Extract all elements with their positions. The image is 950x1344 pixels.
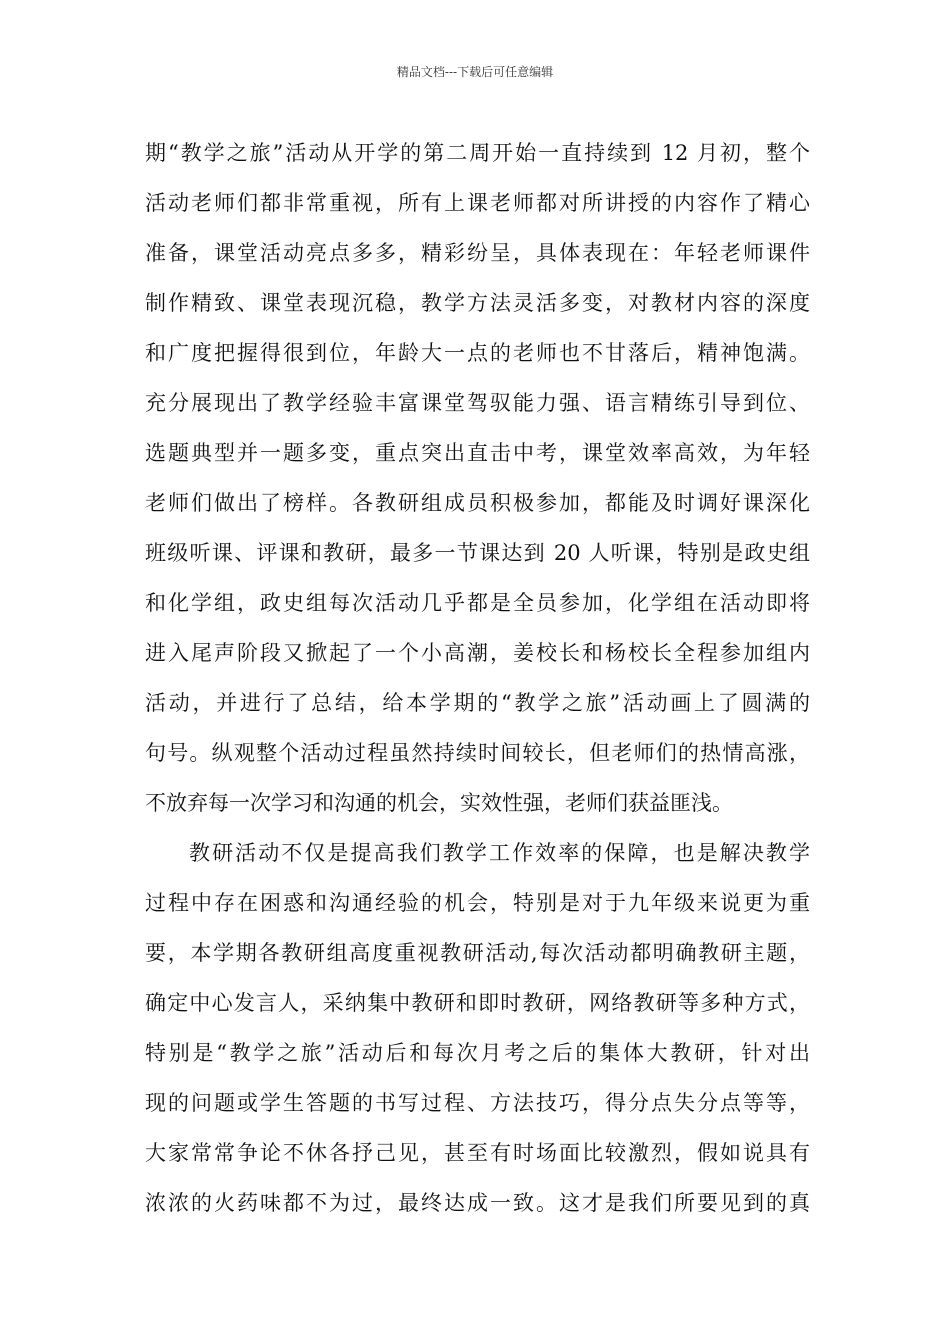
text-line: 大家常常争论不休各抒己见，甚至有时场面比较激烈，假如说具有	[145, 1141, 810, 1165]
text-line: 句号。纵观整个活动过程虽然持续时间较长，但老师们的热情高涨，	[145, 741, 810, 765]
text-line: 现的问题或学生答题的书写过程、方法技巧，得分点失分点等等，	[145, 1091, 810, 1115]
text-line: 要，本学期各教研组高度重视教研活动,每次活动都明确教研主题，	[145, 941, 810, 965]
text-line: 老师们做出了榜样。各教研组成员积极参加，都能及时调好课深化	[145, 491, 810, 515]
document-body	[145, 128, 810, 1228]
text-line: 进入尾声阶段又掀起了一个小高潮，姜校长和杨校长全程参加组内	[145, 641, 810, 665]
text-line: 选题典型并一题多变，重点突出直击中考，课堂效率高效，为年轻	[145, 441, 810, 465]
text-line: 活动，并进行了总结，给本学期的“教学之旅”活动画上了圆满的	[145, 691, 810, 715]
text-line: 和化学组，政史组每次活动几乎都是全员参加，化学组在活动即将	[145, 591, 810, 615]
text-line: 班级听课、评课和教研，最多一节课达到 20 人听课，特别是政史组	[145, 541, 810, 565]
text-line: 期“教学之旅”活动从开学的第二周开始一直持续到 12 月初，整个	[145, 141, 810, 165]
paragraph-1	[145, 128, 810, 828]
text-line: 活动老师们都非常重视，所有上课老师都对所讲授的内容作了精心	[145, 191, 810, 215]
text-line: 教研活动不仅是提高我们教学工作效率的保障，也是解决教学	[189, 841, 810, 865]
text-line: 确定中心发言人，采纳集中教研和即时教研，网络教研等多种方式，	[145, 991, 810, 1015]
text-line: 过程中存在困惑和沟通经验的机会，特别是对于九年级来说更为重	[145, 891, 810, 915]
text-line: 不放弃每一次学习和沟通的机会，实效性强，老师们获益匪浅。	[145, 791, 733, 815]
page-header: 精品文档---下载后可任意编辑	[396, 65, 554, 79]
text-line: 和广度把握得很到位，年龄大一点的老师也不甘落后，精神饱满。	[145, 341, 810, 365]
text-line: 充分展现出了教学经验丰富课堂驾驭能力强、语言精练引导到位、	[145, 391, 810, 415]
text-line: 准备，课堂活动亮点多多，精彩纷呈，具体表现在：年轻老师课件	[145, 241, 810, 265]
text-line: 特别是“教学之旅”活动后和每次月考之后的集体大教研，针对出	[145, 1041, 810, 1065]
text-line: 浓浓的火药味都不为过，最终达成一致。这才是我们所要见到的真	[145, 1191, 810, 1215]
text-line: 制作精致、课堂表现沉稳，教学方法灵活多变，对教材内容的深度	[145, 291, 810, 315]
paragraph-2	[145, 828, 810, 1228]
